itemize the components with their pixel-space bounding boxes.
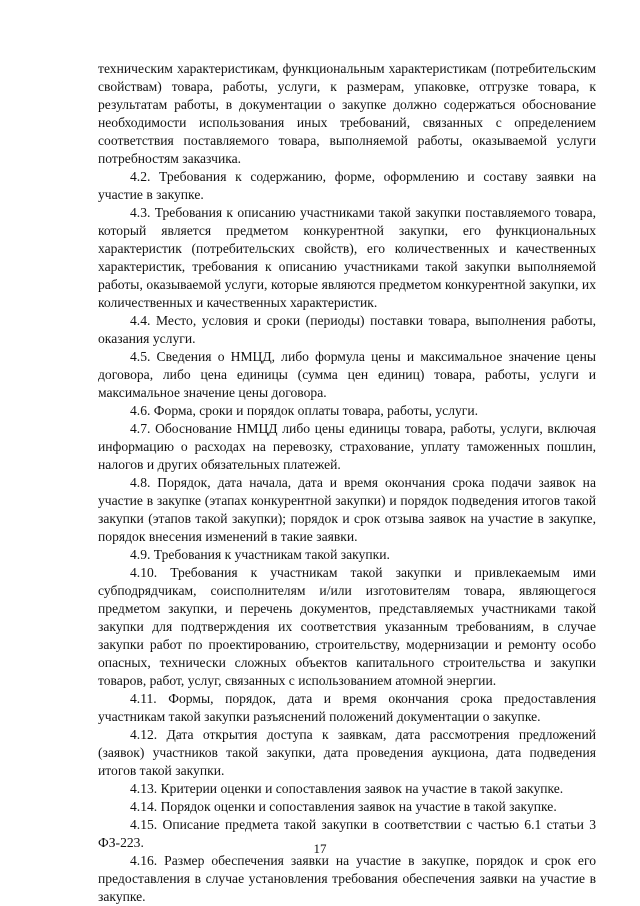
document-body	[98, 60, 596, 906]
paragraph-4-7: 4.7. Обоснование НМЦД либо цены единицы товара, работы, услуги, включая информацию о расходах на перевозку, страхование, уплату таможенных пошлин, налогов и других обязательных платежей.	[98, 421, 596, 472]
paragraph-4-5: 4.5. Сведения о НМЦД, либо формула цены и максимальное значение цены договора, либо цена единицы (сумма цен единиц) товара, работы, услуги и максимальное значение цены договора.	[98, 349, 596, 400]
paragraph-4-9: 4.9. Требования к участникам такой закупки.	[130, 547, 390, 562]
paragraph-4-14: 4.14. Порядок оценки и сопоставления заявок на участие в такой закупке.	[130, 799, 557, 814]
paragraph-4-11: 4.11. Формы, порядок, дата и время окончания срока предоставления участникам такой закупки разъяснений положений документации о закупке.	[98, 691, 596, 724]
paragraph-4-12: 4.12. Дата открытия доступа к заявкам, дата рассмотрения предложений (заявок) участников такой закупки, дата проведения аукциона, дата подведения итогов такой закупки.	[98, 727, 596, 778]
page-number: 17	[313, 841, 327, 856]
paragraph-continuation: техническим характеристикам, функциональным характеристикам (потребительским свойствам) товара, работы, услуги, к размерам, упаковке, отгрузке товара, к результатам работы, в документации о закупке должно содержаться обоснование необходимости использования иных требований, связанных с определением соответствия поставляемого товара, выполняемой работы, оказываемой услуги потребностям заказчика.	[98, 61, 596, 166]
paragraph-4-8: 4.8. Порядок, дата начала, дата и время окончания срока подачи заявок на участие в закупке (этапах конкурентной закупки) и порядок подведения итогов такой закупки (этапов такой закупки); порядок и срок отзыва заявок на участие в закупке, порядок внесения изменений в такие заявки.	[98, 475, 596, 544]
paragraph-4-4: 4.4. Место, условия и сроки (периоды) поставки товара, выполнения работы, оказания услуги.	[98, 313, 596, 346]
paragraph-4-16: 4.16. Размер обеспечения заявки на участие в закупке, порядок и срок его предоставления в случае установления требования обеспечения заявки на участие в закупке.	[98, 853, 596, 904]
paragraph-4-3: 4.3. Требования к описанию участниками такой закупки поставляемого товара, который является предметом конкурентной закупки, его функциональных характеристик (потребительских свойств), его количественных и качественных характеристик, требования к описанию участниками такой закупки выполняемой работы, оказываемой услуги, которые являются предметом конкурентной закупки, их количественных и качественных характеристик.	[98, 205, 596, 310]
paragraph-4-13: 4.13. Критерии оценки и сопоставления заявок на участие в такой закупке.	[130, 781, 564, 796]
paragraph-4-15: 4.15. Описание предмета такой закупки в соответствии с частью 6.1 статьи 3 ФЗ-223.	[98, 817, 596, 850]
paragraph-4-6: 4.6. Форма, сроки и порядок оплаты товара, работы, услуги.	[130, 403, 479, 418]
paragraph-4-2: 4.2. Требования к содержанию, форме, оформлению и составу заявки на участие в закупке.	[98, 169, 596, 202]
paragraph-4-10: 4.10. Требования к участникам такой закупки и привлекаемым ими субподрядчикам, соисполнителям и/или изготовителям товара, являющегося предметом закупки, и перечень документов, представляемых участниками такой закупки для подтверждения их соответствия указанным требованиям, в случае закупки работ по проектированию, строительству, модернизации и ремонту особо опасных, технически сложных объектов капитального строительства и закупки товаров, работ, услуг, связанных с использованием атомной энергии.	[98, 565, 596, 688]
